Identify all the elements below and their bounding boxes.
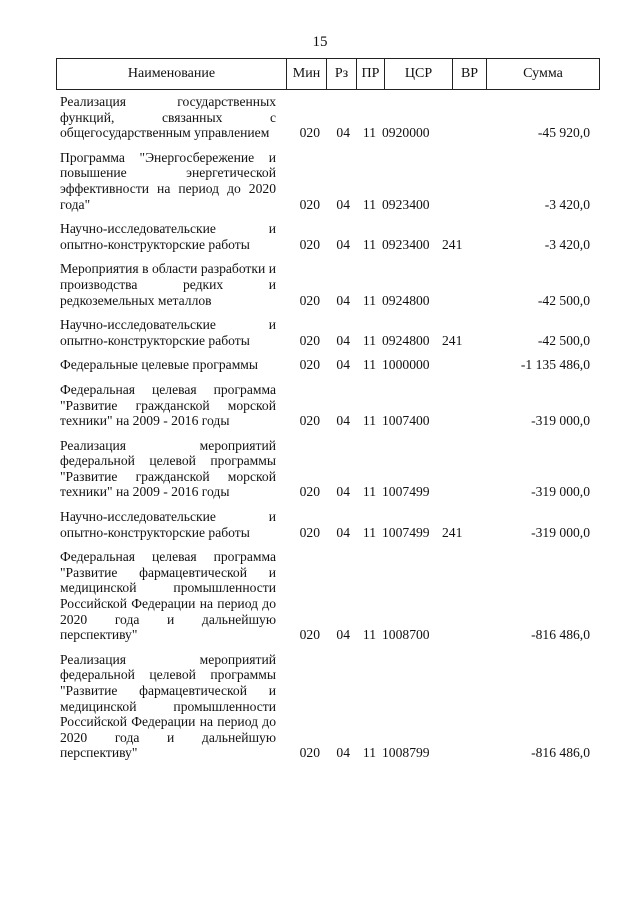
- row-min: 020: [299, 332, 320, 348]
- row-min: 020: [299, 236, 320, 252]
- row-pr: 11: [362, 627, 376, 643]
- row-min: 020: [299, 524, 320, 540]
- row-csr: 1007499: [382, 524, 430, 540]
- table-row: [60, 438, 590, 500]
- row-rz: 04: [336, 627, 350, 643]
- row-pr: 11: [362, 292, 376, 308]
- row-rz: 04: [336, 745, 350, 761]
- header-min: Мин: [287, 59, 327, 89]
- row-vr: 241: [442, 524, 463, 540]
- row-sum: -42 500,0: [537, 332, 590, 348]
- table-row: [60, 317, 590, 348]
- row-pr: 11: [362, 413, 376, 429]
- table-row: [60, 382, 590, 429]
- table-header: [56, 58, 600, 90]
- row-pr: 11: [362, 236, 376, 252]
- row-pr: 11: [362, 524, 376, 540]
- row-csr: 0924800: [382, 292, 430, 308]
- row-name: Реализация государственных функций, связанных с общегосударственным управлением: [60, 94, 276, 141]
- row-pr: 11: [362, 357, 376, 373]
- row-rz: 04: [336, 292, 350, 308]
- header-csr: ЦСР: [385, 59, 453, 89]
- row-csr: 1007400: [382, 413, 430, 429]
- row-name: Федеральная целевая программа "Развитие фармацевтической и медицинской промышленности Российской Федерации на период до 2020 года и дальнейшую перспективу": [60, 549, 276, 643]
- row-rz: 04: [336, 484, 350, 500]
- row-sum: -816 486,0: [531, 745, 590, 761]
- row-csr: 0924800: [382, 332, 430, 348]
- header-vr: ВР: [453, 59, 487, 89]
- row-rz: 04: [336, 332, 350, 348]
- row-sum: -3 420,0: [544, 196, 590, 212]
- row-name: Реализация мероприятий федеральной целевой программы "Развитие гражданской морской техники" на 2009 - 2016 годы: [60, 437, 276, 500]
- row-pr: 11: [362, 332, 376, 348]
- table-row: [60, 357, 590, 373]
- header-rz: Рз: [327, 59, 357, 89]
- row-min: 020: [299, 413, 320, 429]
- row-min: 020: [299, 357, 320, 373]
- table-row: [60, 509, 590, 540]
- table-row: [60, 652, 590, 761]
- row-pr: 11: [362, 745, 376, 761]
- table-row: [60, 261, 590, 308]
- row-sum: -319 000,0: [531, 524, 590, 540]
- row-sum: -1 135 486,0: [520, 357, 590, 373]
- row-sum: -319 000,0: [531, 484, 590, 500]
- row-pr: 11: [362, 484, 376, 500]
- row-name: Федеральные целевые программы: [60, 357, 259, 373]
- row-rz: 04: [336, 524, 350, 540]
- row-pr: 11: [362, 196, 376, 212]
- row-min: 020: [299, 196, 320, 212]
- row-min: 020: [299, 484, 320, 500]
- table-row: [60, 94, 590, 141]
- table-row: [60, 221, 590, 252]
- row-rz: 04: [336, 236, 350, 252]
- row-csr: 1000000: [382, 357, 430, 373]
- table-body: [60, 94, 590, 770]
- row-csr: 1007499: [382, 484, 430, 500]
- row-min: 020: [299, 125, 320, 141]
- row-vr: 241: [442, 236, 463, 252]
- row-name: Научно-исследовательские и опытно-конструкторские работы: [60, 221, 276, 252]
- row-name: Программа "Энергосбережение и повышение энергетической эффективности на период до 2020 года": [60, 149, 276, 212]
- row-rz: 04: [336, 196, 350, 212]
- row-csr: 0923400: [382, 236, 430, 252]
- row-pr: 11: [362, 125, 376, 141]
- row-csr: 1008700: [382, 627, 430, 643]
- row-name: Федеральная целевая программа "Развитие гражданской морской техники" на 2009 - 2016 годы: [60, 381, 276, 429]
- row-csr: 0923400: [382, 196, 430, 212]
- row-name: Научно-исследовательские и опытно-конструкторские работы: [60, 317, 276, 348]
- table-row: [60, 150, 590, 212]
- row-sum: -319 000,0: [531, 413, 590, 429]
- row-vr: 241: [442, 332, 463, 348]
- row-name: Мероприятия в области разработки и производства редких и редкоземельных металлов: [60, 261, 276, 308]
- row-rz: 04: [336, 413, 350, 429]
- row-csr: 1008799: [382, 745, 430, 761]
- row-sum: -816 486,0: [531, 627, 590, 643]
- row-sum: -45 920,0: [537, 125, 590, 141]
- row-sum: -42 500,0: [537, 292, 590, 308]
- row-csr: 0920000: [382, 125, 430, 141]
- row-rz: 04: [336, 357, 350, 373]
- row-rz: 04: [336, 125, 350, 141]
- row-min: 020: [299, 627, 320, 643]
- table-row: [60, 549, 590, 643]
- row-name: Научно-исследовательские и опытно-конструкторские работы: [60, 509, 276, 540]
- header-pr: ПР: [357, 59, 385, 89]
- page-number: 15: [312, 34, 328, 50]
- header-sum: Сумма: [523, 66, 563, 81]
- row-name: Реализация мероприятий федеральной целевой программы "Развитие фармацевтической и медицинской промышленности Российской Федерации на период до 2020 года и дальнейшую перспективу": [60, 651, 276, 761]
- row-min: 020: [299, 745, 320, 761]
- row-sum: -3 420,0: [544, 236, 590, 252]
- header-name: Наименование: [57, 59, 287, 89]
- row-min: 020: [299, 292, 320, 308]
